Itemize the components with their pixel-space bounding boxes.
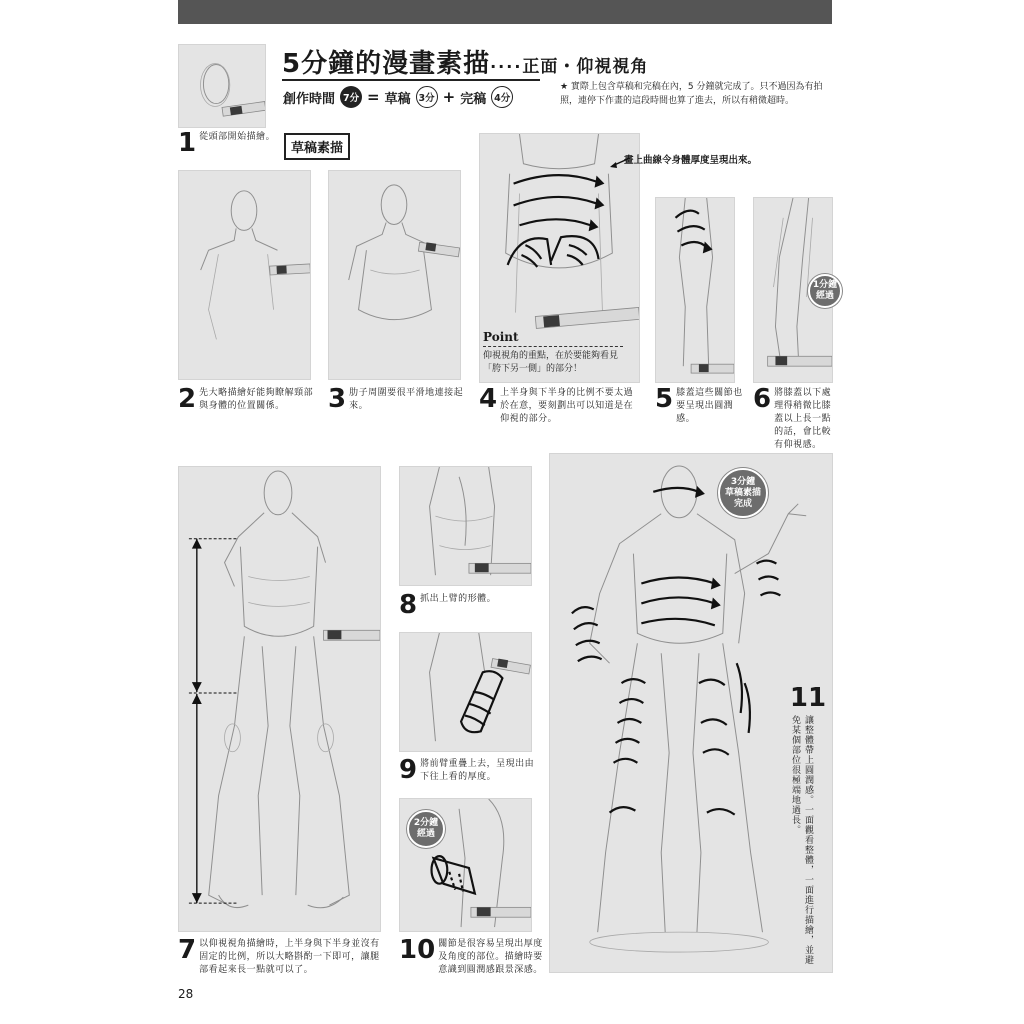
step2-number: 2 [178, 384, 197, 414]
draft-label: 草稿 [384, 91, 411, 107]
point-text: 仰視視角的重點，在於要能夠看見「胯下另一側」的部分！ [483, 351, 619, 374]
plus-sign: + [442, 88, 456, 106]
step7-number: 7 [178, 935, 197, 965]
final-label: 完稿 [460, 91, 487, 107]
step7-text: 以仰視視角描繪時，上半身與下半身並沒有固定的比例，所以大略斟酌一下即可，讓腿部看起來長一點就可以了。 [199, 939, 380, 975]
step8-caption [399, 590, 539, 620]
step5-caption [655, 384, 745, 426]
step10-caption [399, 935, 544, 977]
time-badge-1min-value: 1分鐘 [812, 280, 838, 290]
step10-text: 關節是很容易呈現出厚度及角度的部位。描繪時要意識到圓潤感跟景深感。 [438, 939, 543, 975]
time-badge-3min-value: 3分鐘 [730, 476, 756, 487]
step1-caption [178, 128, 278, 158]
step7-caption [178, 935, 388, 977]
step8-photo [399, 466, 532, 586]
title-subtitle: 正面・仰視視角 [522, 57, 649, 77]
creation-time-row [283, 86, 513, 108]
title-underline [282, 79, 540, 81]
title-dots: ···· [490, 57, 523, 76]
time-badge-2min-label: 經過 [416, 829, 435, 839]
time-badge-2min-value: 2分鐘 [413, 818, 439, 828]
step9-caption [399, 755, 539, 785]
time-badge-2min [407, 810, 445, 848]
step4-caption [479, 384, 639, 426]
creation-time-label: 創作時間 [283, 91, 336, 107]
time-badge-1min-label: 經過 [815, 291, 834, 301]
step9-number: 9 [399, 755, 418, 785]
step11-text: 讓整體帶上圓潤感。一面觀看整體，一面進行描繪，並避免某個部位很極端地過長。 [790, 715, 813, 965]
step6-caption [753, 384, 835, 452]
step4-text: 上半身與下半身的比例不要太過於在意，要刻劃出可以知道是在仰視的部分。 [500, 388, 634, 424]
point-title: Point [483, 330, 519, 344]
point-box [483, 330, 623, 376]
time-badge-3min-draft-complete [718, 468, 768, 518]
section-tag-draft: 草稿素描 [284, 133, 350, 160]
time-badge-3min-label: 草稿素描 [724, 487, 761, 498]
total-time-badge: 7分 [340, 86, 362, 108]
step2-photo [178, 170, 311, 380]
time-badge-3min-done: 完成 [733, 498, 752, 509]
step4-number: 4 [479, 384, 498, 414]
step5-number: 5 [655, 384, 674, 414]
step5-text: 膝蓋這些關節也要呈現出圓潤感。 [676, 388, 743, 424]
step2-caption [178, 384, 318, 414]
step3-text: 肋子周圍要很平滑地連接起來。 [349, 388, 464, 411]
point-divider [483, 346, 623, 347]
step7-photo [178, 466, 381, 932]
final-time-badge: 4分 [491, 86, 513, 108]
step8-text: 抓出上臂的形體。 [420, 594, 497, 604]
step5-photo [655, 197, 735, 383]
step3-caption [328, 384, 473, 414]
step1-photo [178, 44, 266, 128]
step11-caption [788, 683, 828, 965]
step1-text: 從頭部開始描繪。 [199, 132, 276, 142]
time-badge-1min [808, 274, 842, 308]
step8-number: 8 [399, 590, 418, 620]
timing-note: ★ 實際上包含草稿和完稿在內，5 分鐘就完成了。只不過因為有拍照，連停下作畫的這段時間也算了進去，所以有稍微超時。 [560, 82, 823, 106]
header-bar [178, 0, 832, 24]
step10-number: 10 [399, 935, 436, 965]
callout-arrow-icon [610, 156, 632, 170]
step11-number: 11 [789, 683, 827, 713]
step3-number: 3 [328, 384, 347, 414]
step9-text: 將前臂重疊上去，呈現出由下往上看的厚度。 [420, 759, 535, 782]
step3-photo [328, 170, 461, 380]
step1-number: 1 [178, 128, 197, 158]
title-main: 5分鐘的漫畫素描 [282, 49, 491, 79]
step9-photo [399, 632, 532, 752]
callout-curves: 畫上曲線令身體厚度呈現出來。 [624, 155, 758, 166]
draft-time-badge: 3分 [416, 86, 438, 108]
step6-text: 將膝蓋以下處理得稍微比膝蓋以上長一點的話，會比較有仰視感。 [774, 388, 832, 450]
equals-sign: = [367, 88, 380, 106]
step2-text: 先大略描繪好能夠瞭解頸部與身體的位置關係。 [199, 388, 314, 411]
page-number: 28 [178, 987, 194, 1001]
step6-number: 6 [753, 384, 772, 414]
page-title [282, 43, 648, 80]
